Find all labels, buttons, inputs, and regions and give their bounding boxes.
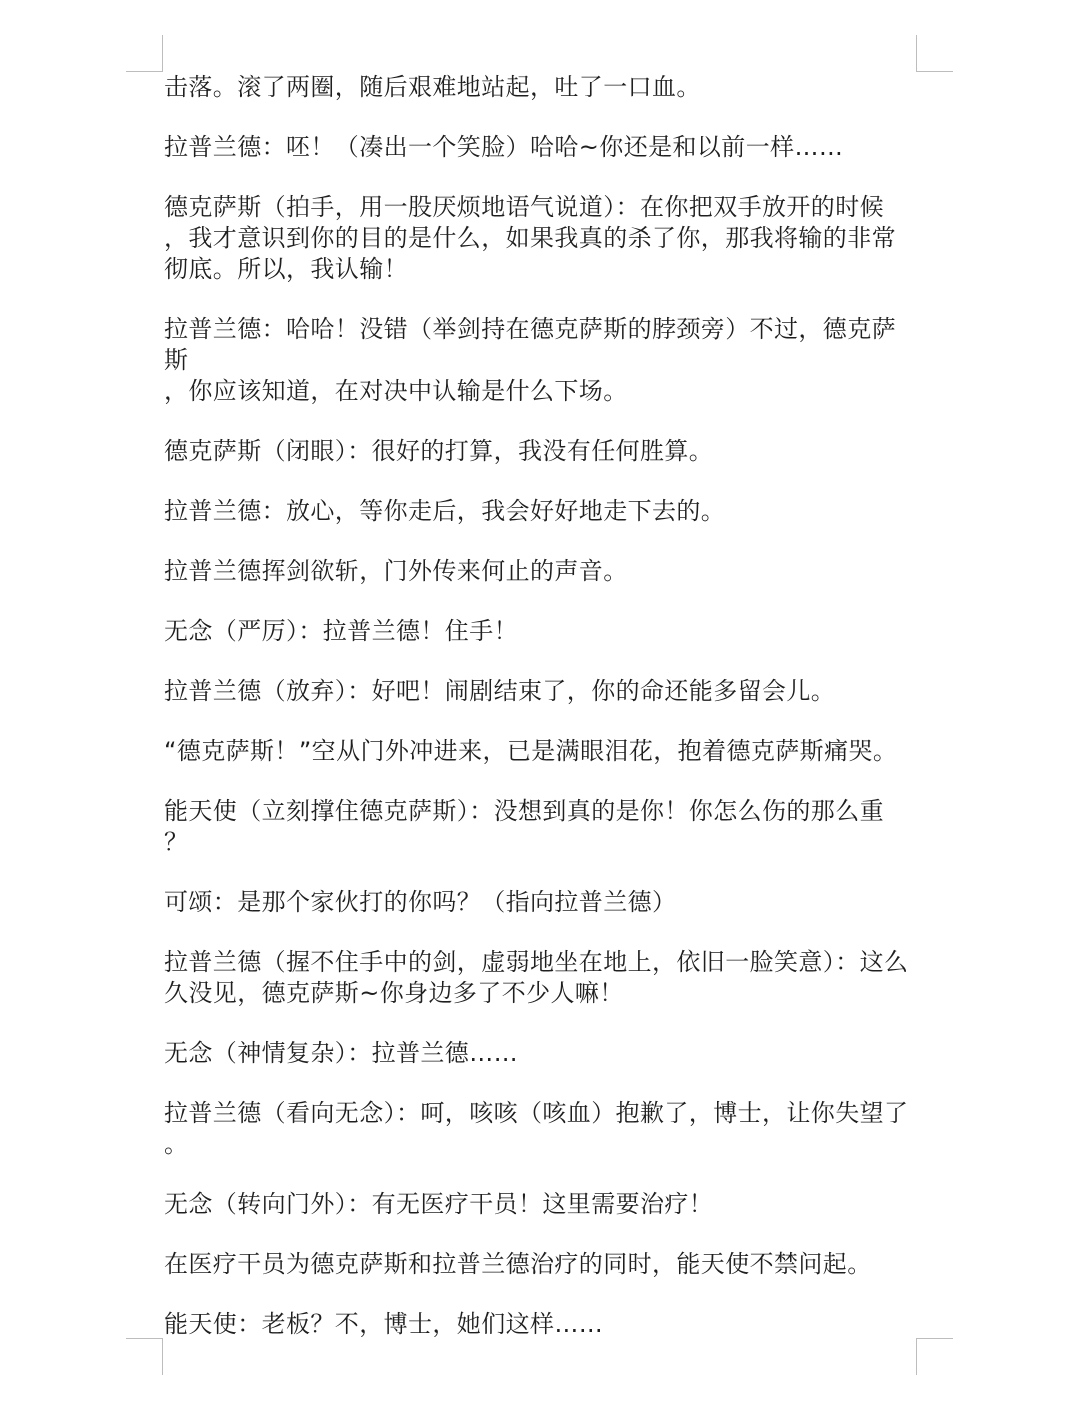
paragraph[interactable]: 能天使（立刻撑住德克萨斯）：没想到真的是你！你怎么伤的那么重 ？: [164, 797, 884, 856]
document-body[interactable]: [164, 72, 918, 1369]
crop-mark-bottom-left: [126, 1338, 163, 1339]
paragraph[interactable]: 能天使：老板？不，博士，她们这样……: [164, 1310, 604, 1338]
crop-mark-top-right: [916, 35, 917, 72]
paragraph[interactable]: 德克萨斯（拍手，用一股厌烦地语气说道）：在你把双手放开的时候 ，我才意识到你的目的是什么，如果我真的杀了你，那我将输的非常 彻底。所以，我认输！: [164, 193, 896, 283]
paragraph[interactable]: 击落。滚了两圈，随后艰难地站起，吐了一口血。: [164, 73, 701, 101]
paragraph[interactable]: 拉普兰德：哈哈！没错（举剑持在德克萨斯的脖颈旁）不过，德克萨斯 ，你应该知道，在对决中认输是什么下场。: [164, 315, 896, 405]
crop-mark-bottom-left: [162, 1338, 163, 1375]
crop-mark-top-left: [126, 71, 163, 72]
paragraph[interactable]: 在医疗干员为德克萨斯和拉普兰德治疗的同时，能天使不禁问起。: [164, 1250, 872, 1278]
paragraph[interactable]: “德克萨斯！”空从门外冲进来，已是满眼泪花，抱着德克萨斯痛哭。: [164, 737, 898, 765]
paragraph[interactable]: 可颂：是那个家伙打的你吗？（指向拉普兰德）: [164, 888, 677, 916]
paragraph[interactable]: 拉普兰德：呸！（凑出一个笑脸）哈哈~你还是和以前一样……: [164, 133, 844, 161]
crop-mark-bottom-right: [916, 1338, 953, 1339]
paragraph[interactable]: 拉普兰德：放心，等你走后，我会好好地走下去的。: [164, 497, 726, 525]
paragraph[interactable]: 拉普兰德挥剑欲斩，门外传来何止的声音。: [164, 557, 628, 585]
paragraph[interactable]: 拉普兰德（放弃）：好吧！闹剧结束了，你的命还能多留会儿。: [164, 677, 836, 705]
paragraph[interactable]: 无念（严厉）：拉普兰德！住手！: [164, 617, 518, 645]
crop-mark-top-left: [162, 35, 163, 72]
paragraph[interactable]: 德克萨斯（闭眼）：很好的打算，我没有任何胜算。: [164, 437, 714, 465]
paragraph[interactable]: 无念（转向门外）：有无医疗干员！这里需要治疗！: [164, 1190, 714, 1218]
paragraph[interactable]: 拉普兰德（握不住手中的剑，虚弱地坐在地上，依旧一脸笑意）：这么 久没见，德克萨斯~你身边多了不少人嘛！: [164, 948, 909, 1007]
paragraph[interactable]: 拉普兰德（看向无念）：呵，咳咳（咳血）抱歉了，博士，让你失望了 。: [164, 1099, 909, 1158]
crop-mark-top-right: [916, 71, 953, 72]
paragraph[interactable]: 无念（神情复杂）：拉普兰德……: [164, 1039, 518, 1067]
